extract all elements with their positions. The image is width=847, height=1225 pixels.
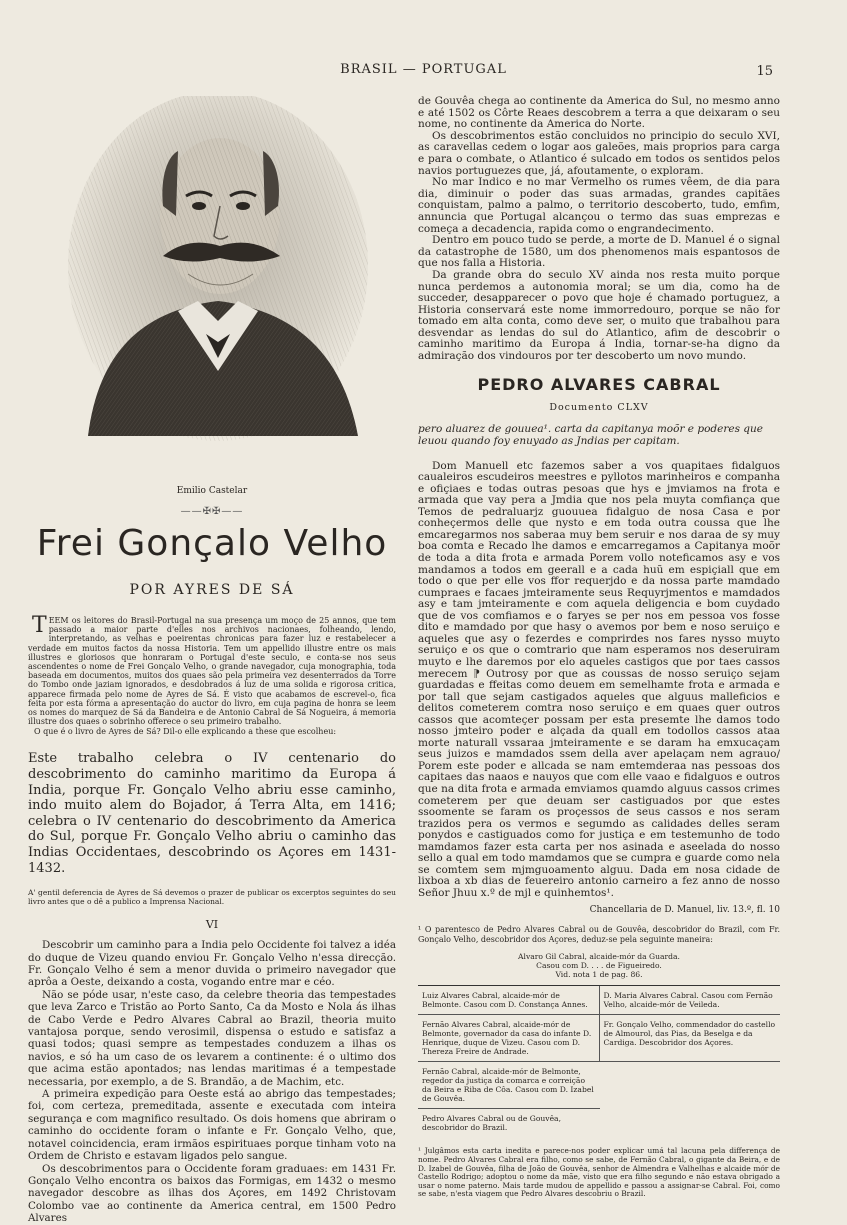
intro-question: O que é o livro de Ayres de Sá? Dil-o elle explicando a these que escolheu:: [34, 727, 337, 737]
document-subtitle: Documento CLXV: [549, 401, 649, 413]
genealogy-row: [418, 986, 780, 1015]
document-heading: pero aluarez de gouuea¹. carta da capitanya moõr e poderes que leuou quando foy enuyado as Jndias per capitam.: [418, 422, 763, 447]
byline: POR AYRES DE SÁ: [129, 582, 295, 598]
portrait-engraving: [68, 96, 368, 446]
genealogy-entry: Fr. Gonçalo Velho, commendador do castello de Almourol, das Pias, da Beselga e da Cardiga. Descobridor dos Açores.: [599, 1015, 781, 1061]
publication-note: A' gentil deferencia de Ayres de Sá devemos o prazer de publicar os excerptos seguintes do seu livro antes que o dê a publico a Imprensa Nacional.: [28, 888, 396, 907]
left-body-text: [28, 939, 396, 1224]
genealogy-table: [418, 952, 780, 1137]
footnote-letter: ¹ Julgâmos esta carta inedita e parece-nos poder explicar umá tal lacuna pela differença de nome. Pedro Alvares Cabral era filho, como se sabe, de Fernão Cabral, o gigante da Beira, e de D. Izabel de Gouvêa, filha de João de Gouvêa, senhor de Almendra e Valhelhas e alcaide mór de Castello Rodrigo; adoptou o nome da mãe, visto que era filho segundo e não estava obrigado a usar o nome paterno. Mais tarde mudou de appellido e passou a assignar-se Cabral. Foi, como se sabe, n'esta viagem que Pedro Alvares descobriu o Brazil.: [418, 1146, 780, 1199]
genealogy-entry: Luiz Alvares Cabral, alcaide-mór de Belmonte. Casou com D. Constança Annes.: [422, 991, 588, 1010]
paragraph: Dentro em pouco tudo se perde, a morte de D. Manuel é o signal da catastrophe de 1580, um dos phenomenos mais espantosos de que nos falla a Historia.: [418, 234, 780, 270]
paragraph: de Gouvêa chega ao continente da America do Sul, no mesmo anno e até 1502 os Côrte Reaes descobrem a terra a que deixaram o seu nome, no continente da America do Norte.: [418, 95, 780, 131]
footnote-genealogy-intro: ¹ O parentesco de Pedro Alvares Cabral ou de Gouvêa, descobridor do Brazil, com Fr. Gonçalo Velho, descobridor dos Açores, deduz-se pela seguinte maneira:: [418, 925, 780, 944]
genealogy-root-line: Vid. nota 1 de pag. 86.: [555, 970, 643, 980]
paragraph: Os descobrimentos estão concluidos no principio do seculo XVI, as caravellas cedem o logar aos galeões, mais proprios para carga e para o combate, o Atlantico é sulcado em todos os sentidos pelos navios portuguezes que, já, afoutamente, o exploram.: [418, 129, 780, 177]
intro-text: EEM os leitores do Brasil-Portugal na sua presença um moço de 25 annos, que tem passado a maior parte d'elles nos archivos nacionaes, folheando, lendo, interpretando, as velhas e poeirentas chronicas para fazer luz e restabelecer a verdade em muitos factos da nossa Historia. Tem um appellido illustre entre os mais illustres e gloriosos que honraram o Portugal d'este seculo, e conta-se nos seus ascendentes o nome de Frei Gonçalo Velho, o grande navegador, cuja monographia, toda baseada em documentos, muitos dos quaes são pela primeira vez desenterrados da Torre do Tombo onde jaziam ignorados, e desdobrados á luz de uma solida e rigorosa critica, apparece firmada pelo nome de Ayres de Sá. É visto que acabamos de escrevel-o, fica feita por esta fórma a apresentação do auctor do livro, em cuja pagina de honra se leem os nomes do marquez de Sá da Bandeira e de Antonio Cabral de Sá Nogueira, á memoria illustre dos quaes o sobrinho offerece o seu primeiro trabalho.: [28, 616, 396, 727]
running-title: BRASIL — PORTUGAL: [340, 62, 507, 77]
genealogy-row: [418, 1015, 780, 1062]
genealogy-root: [418, 952, 780, 986]
intro-paragraph: [28, 613, 396, 727]
genealogy-entry: D. Maria Alvares Cabral. Casou com Fernão Velho, alcaide-mór de Veileda.: [599, 986, 781, 1014]
paragraph: Da grande obra do seculo XV ainda nos resta muito porque nunca perdemos a autonomia moral; se um dia, como ha de succeder, desapparecer o povo que hoje é chamado portuguez, a Historia conservará este nome immorredouro, porque se não for tomado em alta conta, como deve ser, o muito que trabalhou para desvendar as lendas do sul do Atlantico, afim de descobrir o caminho maritimo da Europa á India, tornar-se-ha digno da admiração dos vindouros por ter descoberto um novo mundo.: [418, 268, 780, 363]
genealogy-root-line: Casou com D. . . . de Figueiredo.: [536, 961, 662, 971]
document-body: [418, 461, 780, 900]
article-title: Frei Gonçalo Velho: [36, 523, 388, 564]
genealogy-entry: Pedro Alvares Cabral ou de Gouvêa, descobridor do Brazil.: [422, 1114, 562, 1133]
paragraph: Dom Manuell etc fazemos saber a vos quapitaes fidalguos caualeiros escudeiros meestres e pyllotos marinheiros e companha e ofiçiaes e todas outras pesoas que hys e jmviamos na frota e armada que vay pera a Jmdia que nos pela muyta comfiança que Temos de pedraluarjz guouuea fidalguo de nosa Casa e por conheçermos delle que nysto e em toda outra coussa que lhe emcaregarmos nos saberaa muy bem seruir e nos daraa de sy muy boa comta e Recado lhe damos e emcarregamos a Capitanya moõr de toda a dita frota e armada Porem vollo noteficamos asy e vos mandamos a todos em geerall e a cada huũ em espiçiall que em todo o que per elle vos ffor requerjdo e da nossa parte mamdado cumpraes e facaes jmteiramente seus Requyrjmentos e mamdados asy e tam jmteiramente e com aquela deligencia e bom cuydado que de vos comfiamos e o faryes se per nos em pessoa vos fosse dito e mamdado por que hasy o avemos por bem e noso seruiço e aqueles que asy o fezerdes e comprirdes nos fares nysso muyto seruiço e os que o comtrario que nam esperamos nos deseruiram muyto e lhe daremos por elo aqueles castigos que por taes cassos merecem ⁋ Outrosy por que as coussas de nosso seruiço sejam guardadas e ffeitas como deuem em semelhamte frota e armada e por tall que sejam castigados aqueles que alguus malleficios e delitos cometerem comtra noso seruiço e em quaes quer outros cassos que acomteçer possam per esta presemte lhe damos todo nosso jmteiro poder e alçada da quall em todollos cassos ataa morte naturall vssaraa jmteiramente e se daram ha emxucaçam seus juizos e mamdados ssem della aver apelaçam nem agrauo/ Porem este poder e allcada se nam emtemderaa nas pessoas dos capitaes das naaos e nauyos que com elle vaao e fidalguos e outros que na dita frota e armada emviamos quamdo alguus cassos crimes cometerem per que deuam ser castiguados por que estes ssoomente se faram os proçessos de seus cassos e nos seram trazidos pera os vermos e segumdo as calidades delles seram ponydos e castiguados como for justiça e em testemunho de todo mamdamos fazer esta carta per nos asinada e aseelada do nosso sello a qual em todo mamdamos que se cumpra e guarde como nela se comtem sem mjmguoamento alguu. Dada em nosa cidade de lixboa a xb dias de feuereiro antonio carneiro a fez anno de nosso Señor Jhuu x.º de mjl e quinhemtos¹.: [418, 459, 780, 899]
paragraph: A primeira expedição para Oeste está ao abrigo das tempestades; foi, com certeza, premeditada, assente e executada com inteira segurança e com magnifico resultado. Os dois homens que abriram o caminho do occidente foram o infante e Fr. Gonçalo Velho, que, notavel coincidencia, eram irmãos espirituaes porque tinham voto na Ordem de Christo e estavam ligados pelo sangue.: [28, 1088, 396, 1163]
paragraph: Não se póde usar, n'este caso, da celebre theoria das tempestades que leva Zarco e Tristão ao Porto Santo, Ca da Mosto e Nola ás ilhas de Cabo Verde e Pedro Alvares Cabral ao Brazil, theoria muito vantajosa porque, sendo verosimil, dispensa o estudo e satisfaz a quasi todos; quasi sempre as tempestades conduzem a ilhas os navios, e só ha um caso de os levarem a continente: é o ultimo dos que acima estão apontados; nas lendas maritimas é a tempestade necessaria, por exemplo, a de S. Brandão, a de Machim, etc.: [28, 988, 396, 1088]
source-citation: Chancellaria de D. Manuel, liv. 13.º, fl. 10: [589, 905, 780, 916]
left-column: [28, 96, 396, 1225]
genealogy-entry: Fernão Cabral, alcaide-mór de Belmonte, regedor da justiça da comarca e correição da Beira e Riba de Côa. Casou com D. Izabel de Gouvêa.: [418, 1062, 600, 1109]
section-number: VI: [205, 918, 219, 932]
right-body-text: [418, 96, 780, 363]
paragraph: Os descobrimentos para o Occidente foram graduaes: em 1431 Fr. Gonçalo Velho encontra os baixos das Formigas, em 1432 o mesmo navegador descobre as ilhas dos Açores, em 1492 Christovam Colombo vae ao continente da America central, em 1500 Pedro Alvares: [28, 1162, 396, 1225]
page-number: 15: [756, 64, 773, 79]
paragraph: No mar Indico e no mar Vermelho os rumes vêem, de dia para dia, diminuir o poder das suas armadas, grandes capitães conquistam, palmo a palmo, o territorio descoberto, tudo, emfim, annuncia que Portugal alcançou o termo das suas emprezas e começa a decadencia, rapida como o engrandecimento.: [418, 176, 780, 235]
drop-cap: T: [32, 613, 47, 638]
portrait-illustration: [68, 96, 368, 446]
paragraph: Descobrir um caminho para a India pelo Occidente foi talvez a idéa do duque de Vizeu quando enviou Fr. Gonçalo Velho n'essa direcção. Fr. Gonçalo Velho é sem a menor duvida o primeiro navegador que aprôa a Oeste, deixando a costa, vogando entre mar e céo.: [28, 939, 396, 989]
genealogy-root-line: Alvaro Gil Cabral, alcaide-mór da Guarda.: [518, 952, 680, 962]
ornament-divider: ——✠✠——: [180, 506, 244, 517]
right-column: [418, 96, 780, 1199]
document-title: PEDRO ALVARES CABRAL: [477, 374, 721, 394]
portrait-caption: Emilio Castelar: [176, 486, 248, 496]
thesis-quote: Este trabalho celebra o IV centenario do descobrimento do caminho maritimo da Europa á India, porque Fr. Gonçalo Velho abriu esse caminho, indo muito alem do Bojador, á Terra Alta, em 1416; celebra o IV centenario do descobrimento da America do Sul, porque Fr. Gonçalo Velho abriu o caminho das Indias Occidentaes, descobrindo os Açores em 1431-1432.: [28, 751, 396, 876]
genealogy-entry: Fernão Alvares Cabral, alcaide-mór de Belmonte, governador da casa do infante D. Henrique, duque de Vizeu. Casou com D. Thereza Freire de Andrade.: [422, 1020, 592, 1057]
